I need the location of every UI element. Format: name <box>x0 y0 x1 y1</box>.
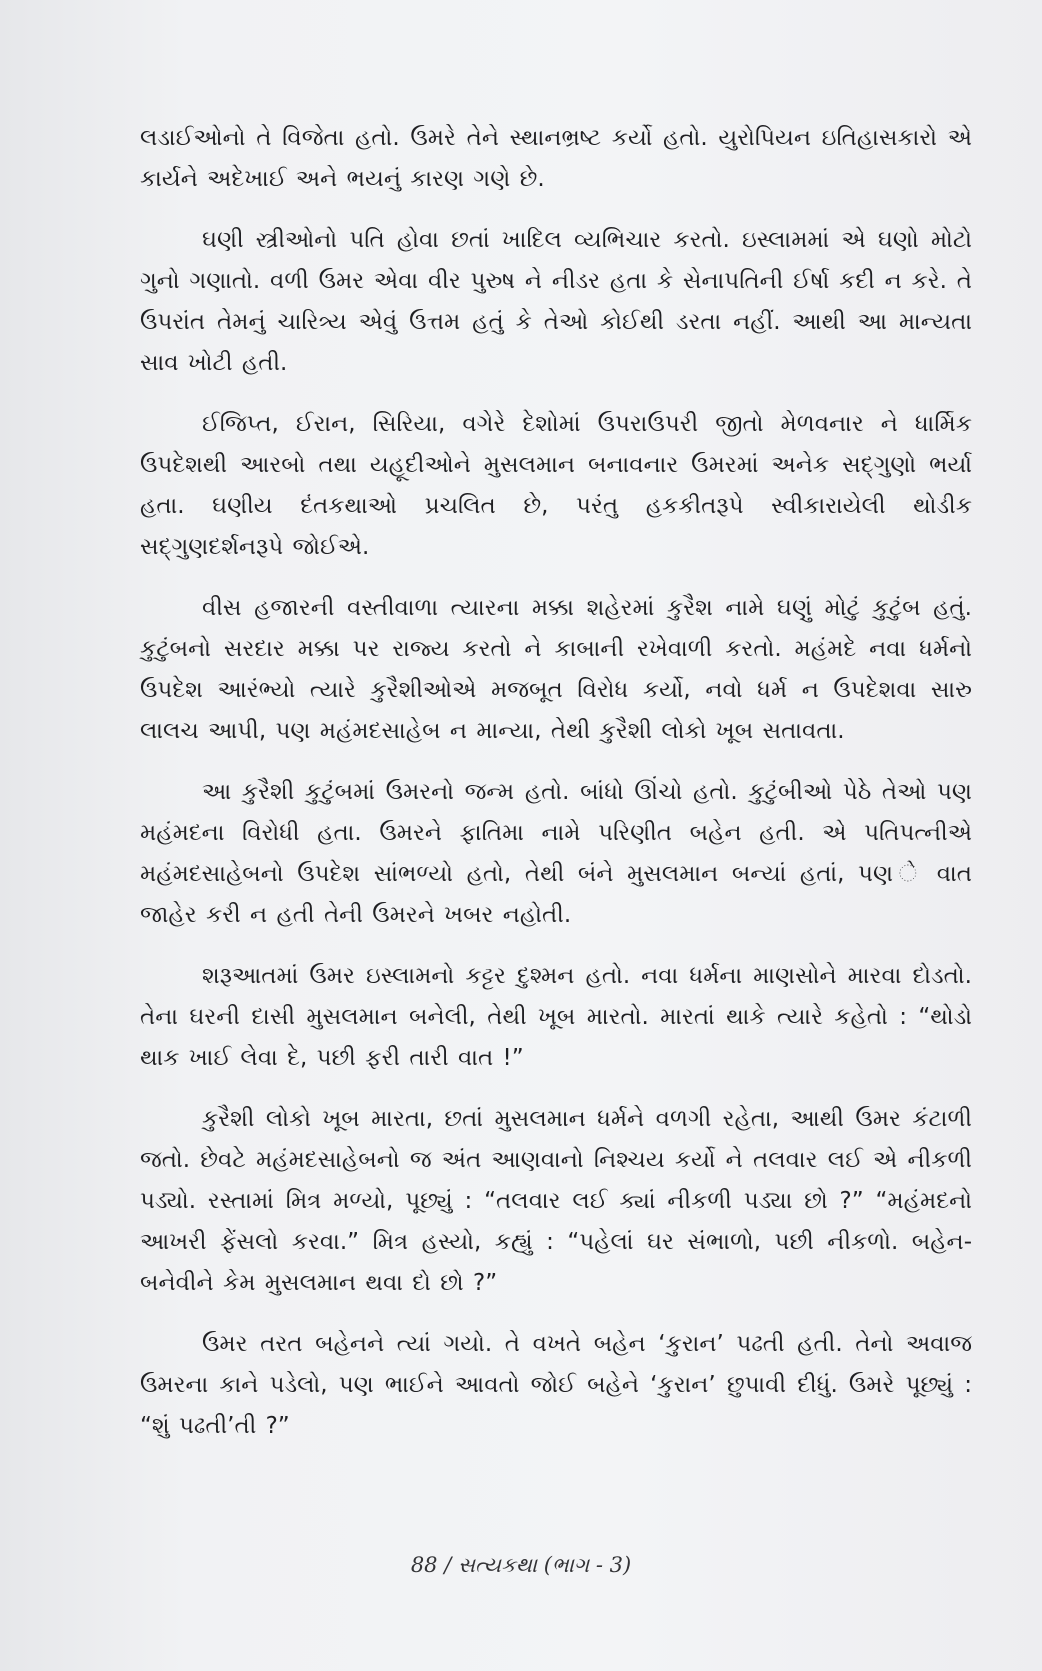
page-body <box>140 118 972 1467</box>
paragraph-8: ઉમર તરત બહેનને ત્યાં ગયો. તે વખતે બહેન ‘કુરાન’ પઢતી હતી. તેનો અવાજ ઉમરના કાને પડેલો, પણ ભાઈને આવતો જોઈ બહેને ‘કુરાન’ છુપાવી દીધું. ઉમરે પૂછ્યું : “શું પઢતી’તી ?” <box>140 1331 972 1439</box>
paragraph-1: લડાઈઓનો તે વિજેતા હતો. ઉમરે તેને સ્થાનભ્રષ્ટ કર્યો હતો. યુરોપિયન ઇતિહાસકારો એ કાર્યને અદેખાઈ અને ભયનું કારણ ગણે છે. <box>140 125 972 192</box>
paragraph-3: ઈજિપ્ત, ઈરાન, સિરિયા, વગેરે દેશોમાં ઉપરાઉપરી જીતો મેળવનાર ને ધાર્મિક ઉપદેશથી આરબો તથા યહૂદીઓને મુસલમાન બનાવનાર ઉમરમાં અનેક સદ્ગુણો ભર્યા હતા. ઘણીય દંતકથાઓ પ્રચલિત છે, પરંતુ હકકીતરૂપે સ્વીકારાયેલી થોડીક સદ્ગુણદર્શનરૂપે જોઈએ. <box>140 411 972 560</box>
paragraph-7: કુરૈશી લોકો ખૂબ મારતા, છતાં મુસલમાન ધર્મને વળગી રહેતા, આથી ઉમર કંટાળી જતો. છેવટે મહંમદસાહેબનો જ અંત આણવાનો નિશ્ચય કર્યો ને તલવાર લઈ એ નીકળી પડ્યો. રસ્તામાં મિત્ર મળ્યો, પૂછ્યું : “તલવાર લઈ ક્યાં નીકળી પડ્યા છો ?” “મહંમદનો આખરી ફેંસલો કરવા.” મિત્ર હસ્યો, કહ્યું : “પહેલાં ઘર સંભાળો, પછી નીકળો. બહેન-બનેવીને કેમ મુસલમાન થવા દો છો ?” <box>140 1106 972 1296</box>
paragraph-5: આ કુરૈશી કુટુંબમાં ઉમરનો જન્મ હતો. બાંધો ઊંચો હતો. કુટુંબીઓ પેઠે તેઓ પણ મહંમદના વિરોધી હતા. ઉમરને ફાતિમા નામે પરિણીત બહેન હતી. એ પતિપત્નીએ મહંમદસાહેબનો ઉપદેશ સાંભળ્યો હતો, તેથી બંને મુસલમાન બન્યાં હતાં, પણ ે વાત જાહેર કરી ન હતી તેની ઉમરને ખબર નહોતી. <box>140 779 972 928</box>
paragraph-4: વીસ હજારની વસ્તીવાળા ત્યારના મક્કા શહેરમાં કુરૈશ નામે ઘણું મોટું કુટુંબ હતું. કુટુંબનો સરદાર મક્કા પર રાજ્ય કરતો ને કાબાની રખેવાળી કરતો. મહંમદે નવા ધર્મનો ઉપદેશ આરંભ્યો ત્યારે કુરૈશીઓએ મજબૂત વિરોધ કર્યો, નવો ધર્મ ન ઉપદેશવા સારુ લાલચ આપી, પણ મહંમદસાહેબ ન માન્યા, તેથી કુરૈશી લોકો ખૂબ સતાવતા. <box>140 595 972 744</box>
paragraph-6: શરૂઆતમાં ઉમર ઇસ્લામનો કટ્ટર દુશ્મન હતો. નવા ધર્મના માણસોને મારવા દોડતો. તેના ઘરની દાસી મુસલમાન બનેલી, તેથી ખૂબ મારતો. મારતાં થાકે ત્યારે કહેતો : “થોડો થાક ખાઈ લેવા દે, પછી ફરી તારી વાત !” <box>140 963 972 1071</box>
page-footer: 88 / સત્યકથા (ભાગ - 3) <box>410 1553 632 1577</box>
paragraph-2: ઘણી સ્ત્રીઓનો પતિ હોવા છતાં ખાદિલ વ્યભિચાર કરતો. ઇસ્લામમાં એ ઘણો મોટો ગુનો ગણાતો. વળી ઉમર એવા વીર પુરુષ ને નીડર હતા કે સેનાપતિની ઈર્ષા કદી ન કરે. તે ઉપરાંત તેમનું ચારિત્ર્ય એવું ઉત્તમ હતું કે તેઓ કોઈથી ડરતા નહીં. આથી આ માન્યતા સાવ ખોટી હતી. <box>140 227 972 376</box>
